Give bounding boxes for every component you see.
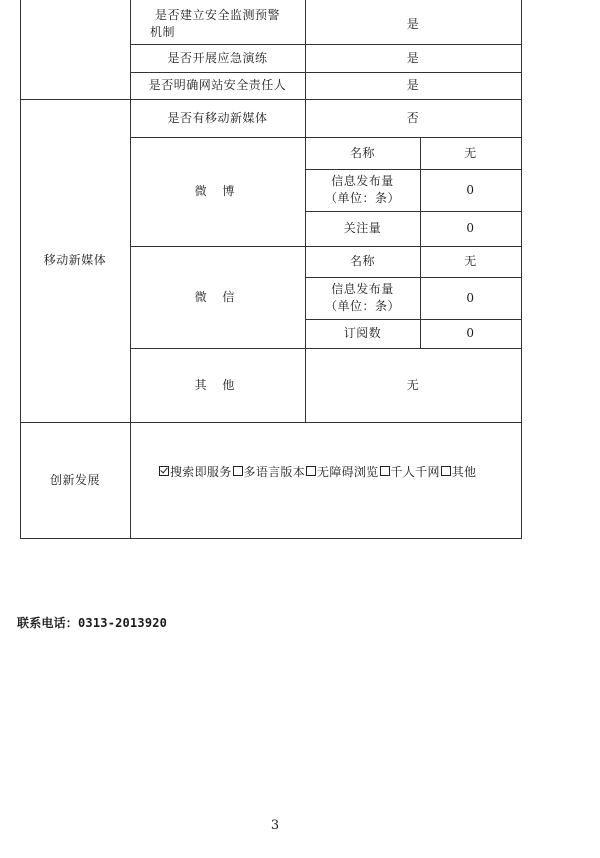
monitoring-label [130, 4, 305, 44]
other-media-value: 无 [406, 377, 420, 392]
innovation-label: 创新发展 [49, 472, 100, 487]
weibo-label: 微 博 [194, 184, 241, 198]
wechat-posts-label [305, 277, 420, 319]
weibo-posts-label-line1: 信息发布量 [331, 174, 394, 188]
mobile-media-section-label: 移动新媒体 [43, 253, 107, 267]
wechat-name-label: 名称 [349, 254, 375, 268]
has-mobile-media-label: 是否有移动新媒体 [167, 110, 268, 125]
other-innovation-checkbox[interactable] [441, 466, 451, 476]
multi-language-option-label: 多语言版本 [243, 464, 306, 479]
weibo-followers-label: 关注量 [343, 221, 382, 235]
wechat-posts-label-line2: （单位：条） [324, 299, 400, 313]
monitoring-label-line1: 是否建立安全监测预警 [154, 8, 280, 22]
search-service-checkbox[interactable] [159, 466, 169, 476]
monitoring-value: 是 [406, 16, 420, 31]
responsible-label: 是否明确网站安全责任人 [148, 78, 287, 92]
search-service-option-label: 搜索即服务 [170, 464, 232, 479]
wechat-subscribers-value: 0 [466, 326, 475, 340]
page-number: 3 [270, 818, 280, 833]
multi-language-checkbox[interactable] [233, 466, 243, 476]
drill-label: 是否开展应急演练 [167, 50, 268, 65]
has-mobile-media-value: 否 [406, 110, 420, 125]
contact-phone: 联系电话：0313-2013920 [17, 616, 168, 630]
drill-value: 是 [406, 50, 420, 65]
wechat-label: 微 信 [194, 289, 241, 304]
other-media-label: 其 他 [194, 377, 241, 392]
wechat-name-value: 无 [464, 254, 477, 268]
responsible-value: 是 [406, 78, 420, 92]
monitoring-label-line2: 机制 [150, 25, 176, 39]
weibo-posts-label [305, 169, 420, 211]
weibo-posts-value: 0 [466, 182, 475, 197]
weibo-followers-value: 0 [466, 221, 475, 235]
personalized-checkbox[interactable] [380, 466, 390, 476]
wechat-posts-label-line1: 信息发布量 [331, 282, 394, 296]
innovation-options [158, 461, 476, 481]
accessibility-option-label: 无障碍浏览 [317, 464, 379, 479]
wechat-posts-value: 0 [466, 290, 475, 305]
weibo-posts-label-line2: （单位：条） [324, 191, 400, 205]
other-innovation-option-label: 其他 [451, 464, 477, 479]
accessibility-checkbox[interactable] [306, 466, 316, 476]
weibo-name-label: 名称 [349, 145, 375, 160]
wechat-subscribers-label: 订阅数 [343, 326, 382, 340]
weibo-name-value: 无 [464, 145, 477, 160]
personalized-option-label: 千人千网 [390, 464, 440, 479]
